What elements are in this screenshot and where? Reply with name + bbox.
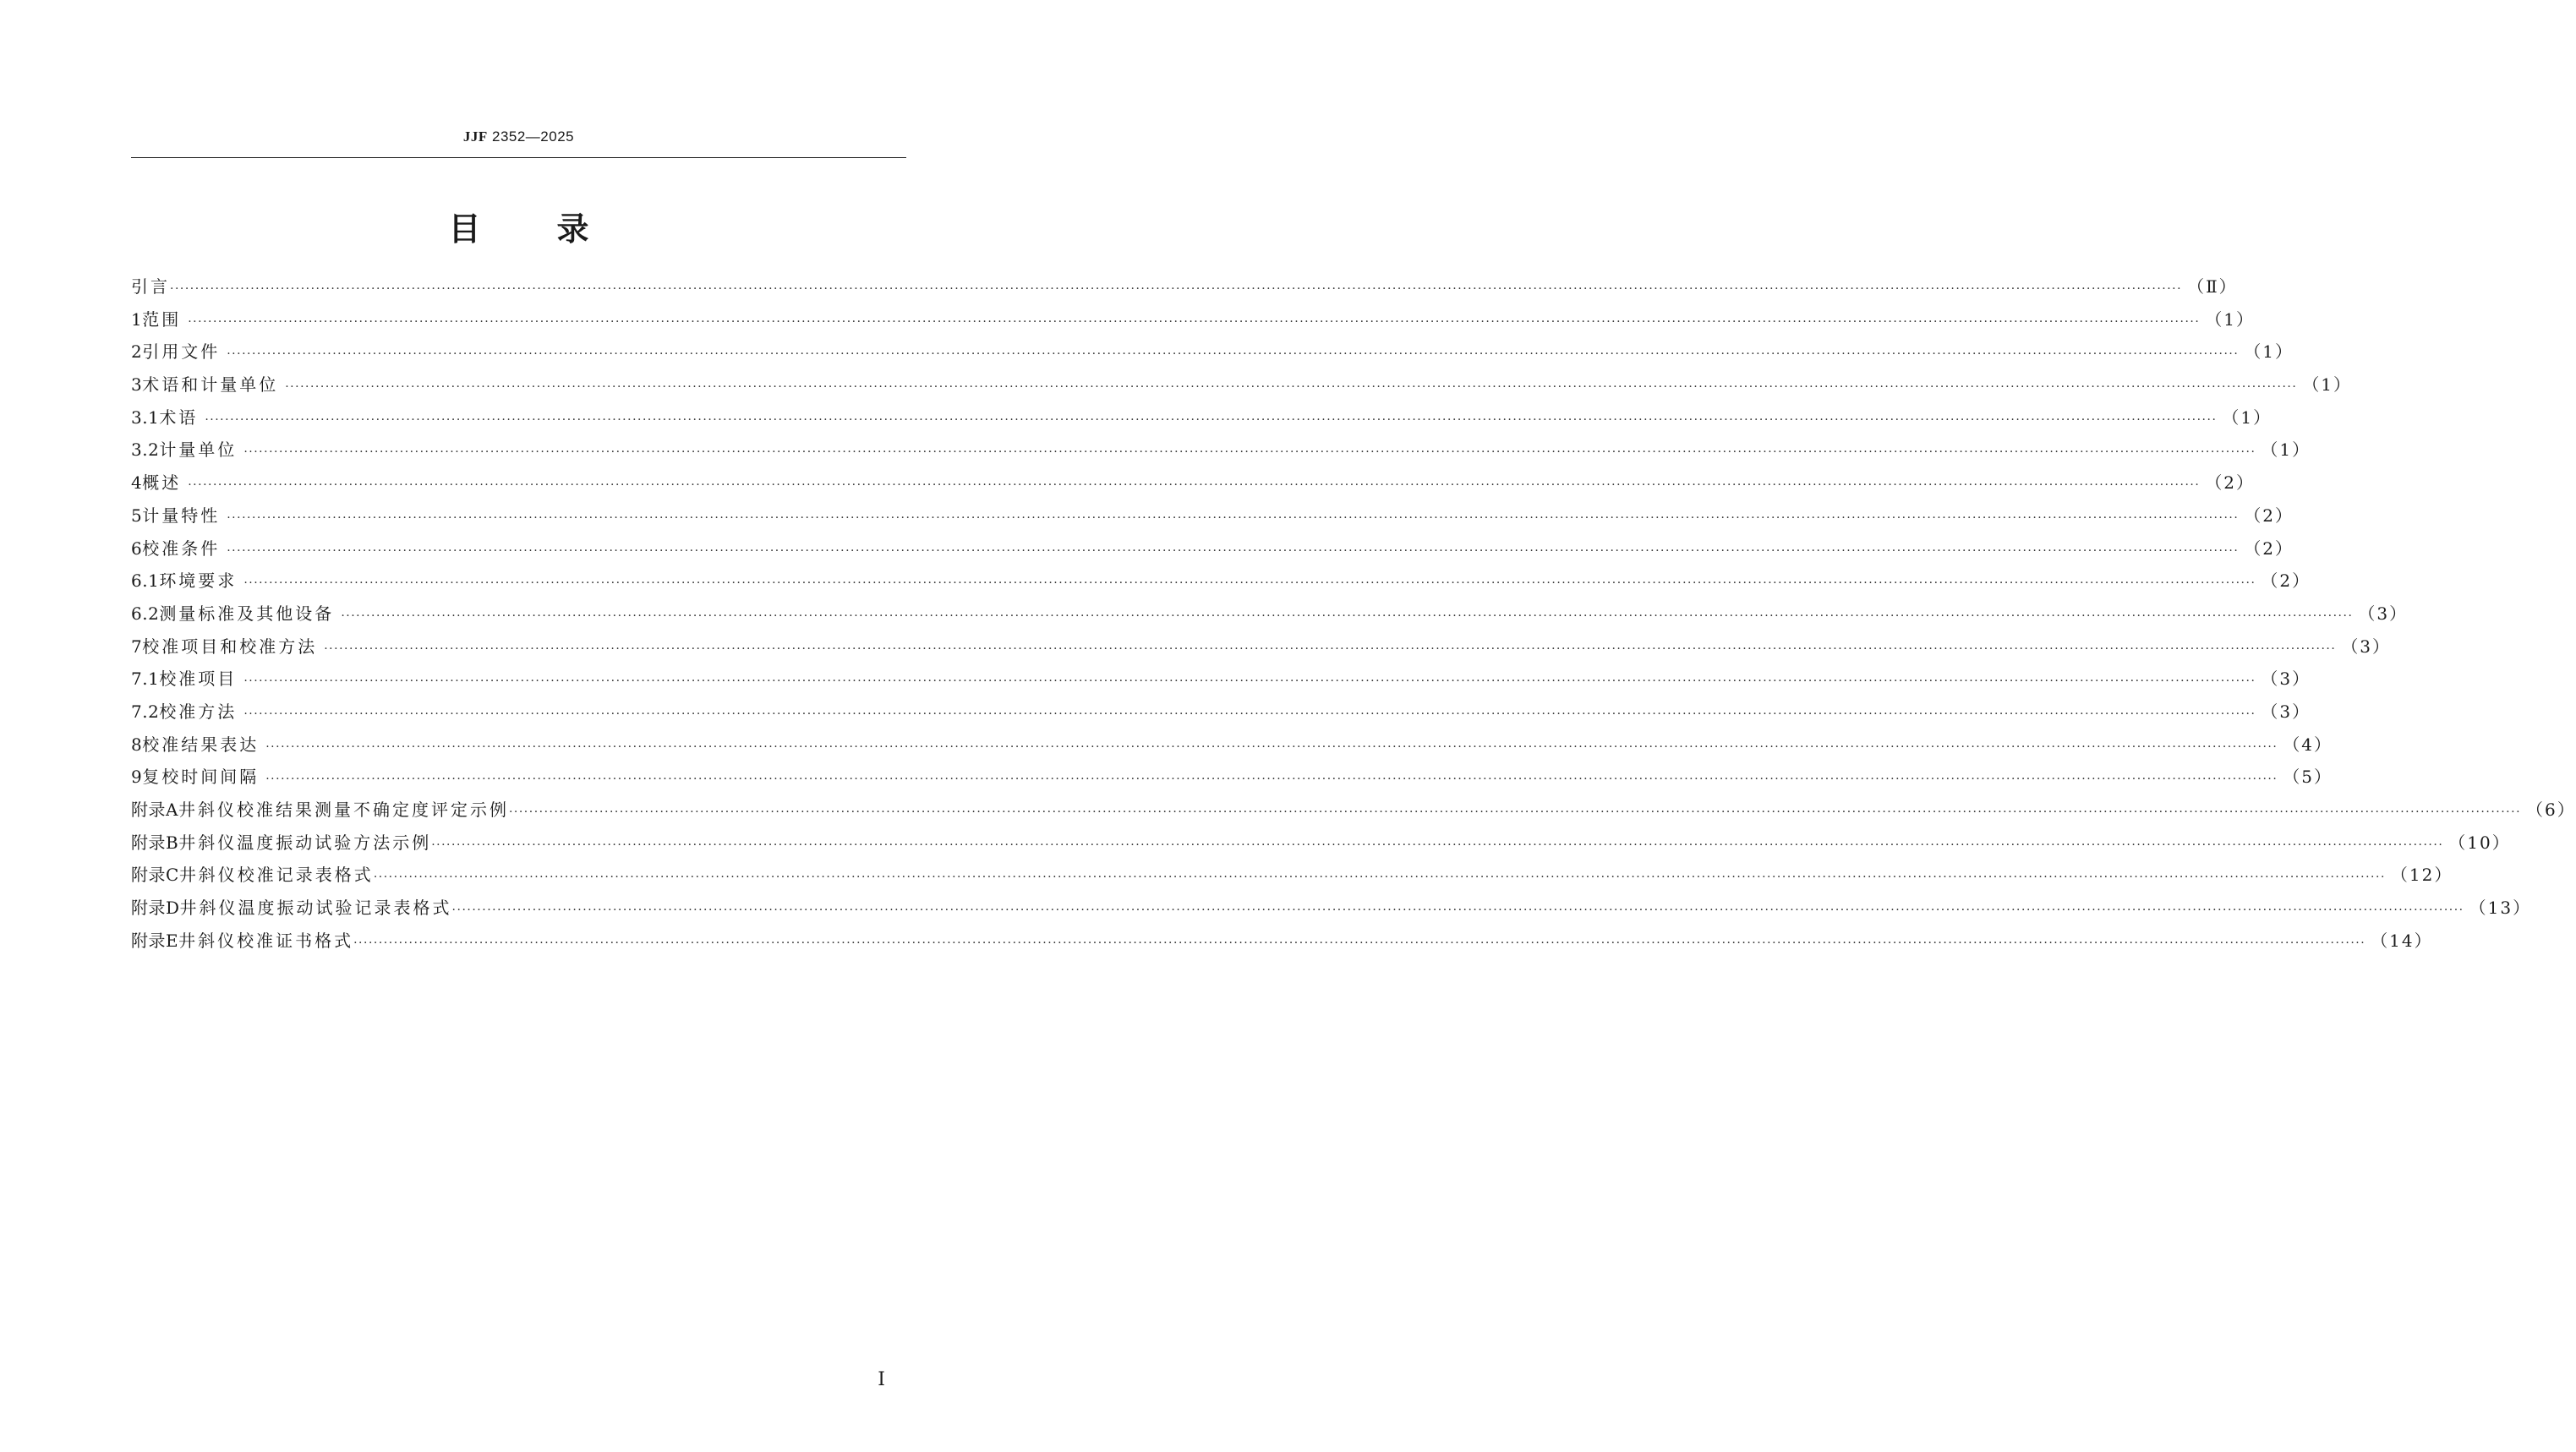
toc-entry[interactable] [131,598,2409,630]
toc-entry[interactable] [131,729,2333,761]
toc-entry-page: （2） [2261,570,2311,592]
standard-code-number: 2352—2025 [491,128,575,145]
toc-entry[interactable] [131,663,2311,696]
toc-entry-page: （6） [2526,800,2576,820]
toc-entry-number: 9 [131,767,143,788]
toc-entry-page: （13） [2469,898,2532,919]
toc-leader-dots: ················································································································································································································································································································································································································ [227,543,2240,558]
toc-entry-title: 校准项目 [159,669,238,690]
toc-entry[interactable] [131,467,2256,499]
toc-entry-page: （Ⅱ） [2187,276,2238,297]
toc-entry-title: 计量特性 [142,505,221,526]
toc-entry-number: 附录D [131,898,180,919]
toc-entry-page: （1） [2261,439,2311,461]
toc-leader-dots: ················································································································································································································································································································································································································ [205,412,2218,427]
toc-entry-page: （3） [2261,701,2311,722]
toc-entry-number: 6.1 [131,570,160,592]
toc-entry-title: 引言 [131,276,170,297]
toc-leader-dots: ················································································································································································································································································································································································································ [451,903,2464,918]
toc-entry-number: 1 [131,308,143,330]
toc-entry-number: 8 [131,734,143,755]
toc-entry-page: （1） [2244,341,2294,363]
toc-entry-page: （3） [2261,669,2311,690]
toc-entry[interactable] [131,925,2433,958]
standard-code-prefix: JJF [462,128,488,145]
toc-leader-dots: ················································································································································································································································································································································································································ [285,380,2298,395]
toc-leader-dots: ················································································································································································································································································································································································································ [341,609,2354,623]
toc-entry-title: 井斜仪校准证书格式 [178,930,354,951]
toc-entry[interactable] [131,434,2311,467]
toc-entry[interactable] [131,499,2294,532]
toc-leader-dots: ················································································································································································································································································································································································································ [265,772,2278,787]
toc-leader-dots: ················································································································································································································································································································································································································ [265,740,2278,754]
toc-entry-title: 引用文件 [142,341,221,363]
toc-leader-dots: ················································································································································································································································································································································································································ [243,445,2256,460]
toc-entry-number: 7.1 [131,669,160,690]
toc-entry[interactable] [131,794,2576,827]
toc-leader-dots: ················································································································································································································································································································································································································ [243,576,2256,591]
toc-entry[interactable] [131,401,2272,434]
toc-entry-page: （3） [2341,636,2392,657]
toc-entry-number: 附录E [131,930,179,951]
toc-entry-title: 校准条件 [142,538,221,559]
toc-entry-page: （3） [2358,603,2409,624]
header-rule [131,157,906,158]
toc-entry-page: （1） [2302,374,2353,396]
toc-leader-dots: ················································································································································································································································································································································································································ [431,838,2444,852]
toc-entry-title: 校准项目和校准方法 [142,636,318,657]
toc-entry-number: 6.2 [131,603,160,624]
toc-entry-title: 概述 [142,472,182,494]
toc-entry[interactable] [131,336,2294,368]
toc-entry-title: 范围 [142,308,182,330]
toc-entry[interactable] [131,565,2311,598]
toc-entry-page: （5） [2283,767,2333,788]
toc-entry-title: 测量标准及其他设备 [159,603,335,624]
toc-entry[interactable] [131,859,2453,892]
toc-entry-title: 计量单位 [159,439,238,461]
toc-entry-title: 井斜仪温度振动试验方法示例 [178,832,432,853]
running-header [131,128,906,145]
toc-entry[interactable] [131,270,2238,303]
toc-leader-dots: ················································································································································································································································································································································································································ [324,641,2337,656]
toc-entry-number: 3 [131,374,143,396]
toc-entry-title: 复校时间间隔 [142,767,260,788]
toc-entry[interactable] [131,303,2256,336]
toc-entry-title: 环境要求 [159,570,238,592]
toc-entry-title: 校准结果表达 [142,734,260,755]
toc-entry-page: （4） [2283,734,2333,755]
toc-entry-number: 附录C [131,865,179,886]
toc-entry-number: 7 [131,636,143,657]
toc-entry-number: 附录A [131,800,178,820]
toc-entry-page: （1） [2205,308,2256,330]
toc-entry-page: （12） [2390,865,2453,886]
toc-entry-page: （14） [2371,930,2433,951]
toc-entry-title: 井斜仪温度振动试验记录表格式 [179,898,452,919]
toc-entry[interactable] [131,827,2511,860]
toc-entry-number: 3.1 [131,407,160,428]
toc-entry-number: 2 [131,341,143,363]
toc-leader-dots: ················································································································································································································································································································································································································ [227,347,2240,362]
page-title [131,203,906,249]
toc-leader-dots: ················································································································································································································································································································································································································ [170,282,2183,296]
toc-leader-dots: ················································································································································································································································································································································································································ [508,805,2522,819]
toc-entry-page: （2） [2205,472,2256,494]
toc-leader-dots: ················································································································································································································································································································································································································ [188,478,2201,493]
toc-entry-number: 4 [131,472,143,494]
toc-leader-dots: ················································································································································································································································································································································································································ [227,510,2240,525]
toc-entry-title: 井斜仪校准记录表格式 [178,865,374,886]
toc-leader-dots: ················································································································································································································································································································································································································ [243,674,2256,689]
toc-leader-dots: ················································································································································································································································································································································································································ [373,871,2386,885]
page-number: I [878,1369,885,1390]
toc-entry-number: 3.2 [131,439,160,461]
toc-entry[interactable] [131,892,2532,925]
toc-entry-title: 术语 [159,407,199,428]
title-char-2: 录 [556,210,589,248]
toc-entry[interactable] [131,696,2311,729]
toc-entry-number: 6 [131,538,143,559]
table-of-contents [131,270,2576,957]
toc-entry[interactable] [131,630,2392,663]
toc-entry-page: （2） [2244,505,2294,526]
toc-entry-title: 校准方法 [159,701,238,722]
toc-entry-page: （10） [2448,832,2511,853]
toc-entry-number: 5 [131,505,143,526]
toc-entry-number: 附录B [131,832,179,853]
toc-entry[interactable] [131,761,2333,794]
toc-entry-number: 7.2 [131,701,160,722]
toc-leader-dots: ················································································································································································································································································································································································································ [353,936,2366,950]
toc-entry-title: 井斜仪校准结果测量不确定度评定示例 [178,800,509,820]
toc-leader-dots: ················································································································································································································································································································································································································ [243,707,2256,721]
toc-entry-title: 术语和计量单位 [142,374,279,396]
title-char-1: 目 [448,210,481,248]
toc-entry[interactable] [131,532,2294,565]
toc-entry-page: （2） [2244,538,2294,559]
toc-leader-dots: ················································································································································································································································································································································································································ [188,314,2201,329]
toc-entry[interactable] [131,368,2353,401]
toc-entry-page: （1） [2222,407,2272,428]
